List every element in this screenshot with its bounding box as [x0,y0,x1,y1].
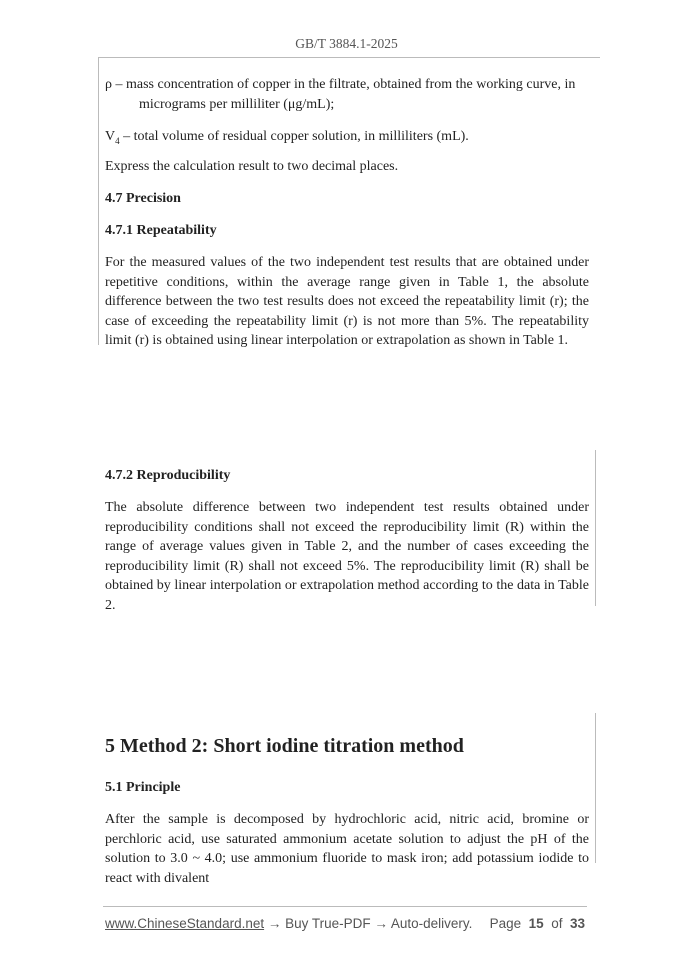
repeatability-paragraph: For the measured values of the two independent test results that are obtained under repetitive conditions, within the average range given in Table 1, the absolute difference between the two test results does not exceed the repeatability limit (r); the case of exceeding the repeatability limit (r) is not more than 5%. The repeatability limit (r) is obtained using linear interpolation or extrapolation as shown in Table 1. [105,255,589,348]
heading-5: 5 Method 2: Short iodine titration method [105,735,464,757]
left-margin-bar [98,57,99,345]
heading-5-1: 5.1 Principle [105,780,181,795]
footer-rule [103,906,587,907]
page-indicator [490,916,585,931]
footer [105,916,585,931]
heading-4-7: 4.7 Precision [105,191,181,206]
of-label: of [551,916,563,931]
page-number: 15 [528,916,544,931]
symbol: ρ [105,77,112,92]
website-link[interactable]: www.ChineseStandard.net [105,916,265,931]
definition-continuation: micrograms per milliliter (μg/mL); [139,96,335,112]
footer-promo-text: → Buy True-PDF → Auto-delivery. [264,916,473,931]
heading-4-7-1: 4.7.1 Repeatability [105,223,217,238]
right-margin-bar [595,713,596,863]
right-margin-bar [595,450,596,606]
page-total: 33 [569,916,585,931]
symbol: V [105,129,116,144]
definition-rho [105,75,589,114]
heading-4-7-2: 4.7.2 Reproducibility [105,468,231,483]
definition-v4 [105,127,589,151]
definition-text: – mass concentration of copper in the filtrate, obtained from the working curve, in [115,77,576,92]
reproducibility-paragraph: The absolute difference between two independent test results obtained under reproducibility conditions shall not exceed the reproducibility limit (R) within the range of average values given in Table 2, and the number of cases exceeding the reproducibility limit (R) shall not exceed 5%. The reproducibility limit (R) shall be obtained by linear interpolation or extrapolation method according to the data in Table 2. [105,500,589,613]
header-rule [98,57,600,58]
standard-code-header: GB/T 3884.1-2025 [295,36,398,51]
express-paragraph: Express the calculation result to two decimal places. [105,159,399,174]
page-label: Page [489,916,522,931]
subscript: 4 [115,135,120,146]
principle-paragraph: After the sample is decomposed by hydrochloric acid, nitric acid, bromine or perchloric acid, use saturated ammonium acetate solution to adjust the pH of the solution to 3.0 ~ 4.0; use ammonium fluoride to mask iron; add potassium iodide to react with divalent [105,812,589,886]
definition-text: – total volume of residual copper solution, in milliliters (mL). [123,129,469,144]
